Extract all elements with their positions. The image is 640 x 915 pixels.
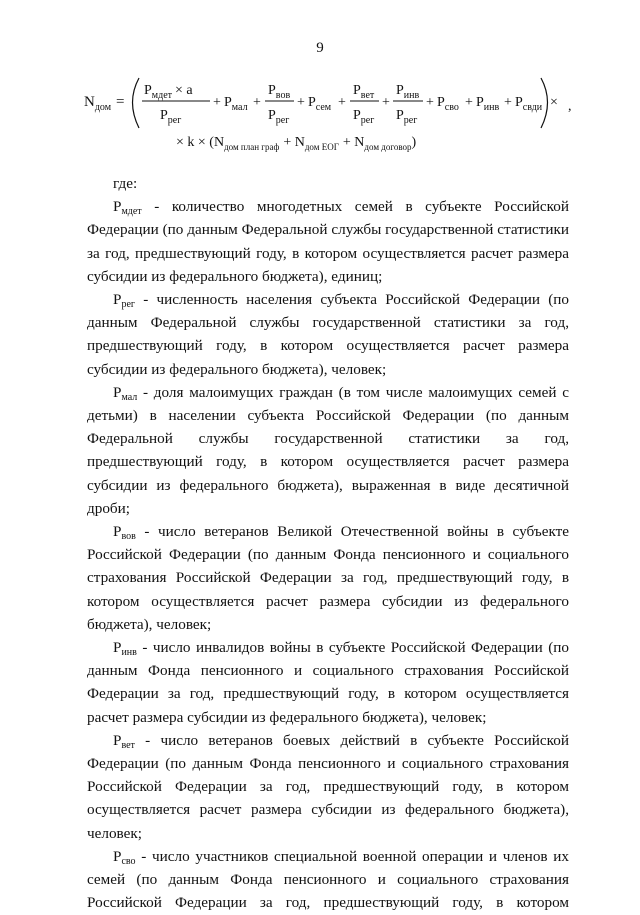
term-p-svdi: $P_{свди}$ [515, 95, 543, 113]
frac1-denominator: $P_{рег}$ [160, 108, 182, 126]
where-label: где: [113, 175, 138, 192]
formula-comma: , [568, 99, 572, 114]
plus-2: + [253, 95, 261, 110]
formula-lhs: $N_{дом}$ [84, 94, 112, 113]
term-p-mal: $P_{мал}$ [224, 95, 248, 113]
definition-p-vov: $P_{вов}$ - число ветеранов Великой Отечественной войны в субъекте Российской Федерации (по данным Фонда пенсионного и социального страхования Российской Федерации за год, предшествующий году, в котором осуществляется расчет размера субсидии из федерального бюджета), человек; [87, 523, 569, 633]
times-sign: × [550, 95, 558, 110]
frac4-numerator: $P_{инв}$ [396, 83, 420, 101]
frac3-denominator: $P_{рег}$ [353, 108, 375, 126]
term-p-inv: $P_{инв}$ [476, 95, 500, 113]
plus-7: + [465, 95, 473, 110]
plus-5: + [382, 95, 390, 110]
formula-left-paren [133, 78, 140, 128]
frac4-denominator: $P_{рег}$ [396, 108, 418, 126]
formula-equals: = [116, 94, 125, 110]
symbol: $P_{мдет}$ [113, 198, 142, 218]
frac3-numerator: $P_{вет}$ [353, 83, 375, 101]
definition-p-svo: $P_{сво}$ - число участников специальной военной операции и членов их семей (по данным Фонда пенсионного и социального страхования Российской Федерации за год, предшествующий году, в котором [87, 847, 569, 912]
plus-6: + [426, 95, 434, 110]
frac1-numerator: $P_{мдет} \times a$ [144, 83, 193, 101]
plus-4: + [338, 95, 346, 110]
symbol: $P_{вет}$ [113, 731, 135, 751]
term-p-svo: $P_{сво}$ [437, 95, 459, 113]
formula-line-2: × $k \times (N_{дом план граф} + N_{дом ЕОГ} + N_{дом договор})$ [176, 135, 417, 152]
page-number: 9 [316, 40, 324, 56]
symbol: $P_{рег}$ [113, 291, 135, 311]
plus-3: + [297, 95, 305, 110]
frac2-denominator: $P_{рег}$ [268, 108, 290, 126]
definition-p-inv: $P_{инв}$ - число инвалидов войны в субъекте Российской Федерации (по данным Фонда пенсионного и социального страхования Российской Федерации за год, предшествующий году, в котором осуществляется расчет размера субсидии из федерального бюджета), человек; [87, 639, 569, 726]
definitions-text [87, 172, 569, 915]
symbol: $P_{сво}$ [113, 847, 136, 867]
plus-8: + [504, 95, 512, 110]
definition-p-mal: $P_{мал}$ - доля малоимущих граждан (в том числе малоимущих семей с детьми) в населении субъекта Российской Федерации (по данным Федеральной службы государственной статистики за год, предшествующий году, в котором осуществляется расчет размера субсидии из федерального бюджета), выраженная в виде десятичной дроби; [87, 383, 569, 517]
symbol: $P_{мал}$ [113, 383, 138, 403]
term-p-sem: $P_{сем}$ [308, 95, 332, 113]
symbol: $P_{инв}$ [113, 639, 137, 659]
formula-svg [82, 72, 602, 177]
definition-p-reg: $P_{рег}$ - численность населения субъекта Российской Федерации (по данным Федеральной службы государственной статистики за год, предшествующий году, в котором осуществляется расчет размера субсидии из федерального бюджета), человек; [87, 291, 569, 378]
frac2-numerator: $P_{вов}$ [268, 83, 291, 101]
formula [82, 72, 602, 177]
symbol: $P_{вов}$ [113, 523, 136, 543]
definition-p-vet: $P_{вет}$ - число ветеранов боевых действий в субъекте Российской Федерации (по данным Фонда пенсионного и социального страхования Российской Федерации за год, предшествующий году, в котором осуществляется расчет размера субсидии из федерального бюджета), человек; [87, 731, 569, 842]
definition-p-mdet: $P_{мдет}$ - количество многодетных семей в субъекте Российской Федерации (по данным Федеральной службы государственной статистики за год, предшествующий году, в котором осуществляется расчет размера субсидии из федерального бюджета), единиц; [87, 198, 569, 285]
plus-1: + [213, 95, 221, 110]
